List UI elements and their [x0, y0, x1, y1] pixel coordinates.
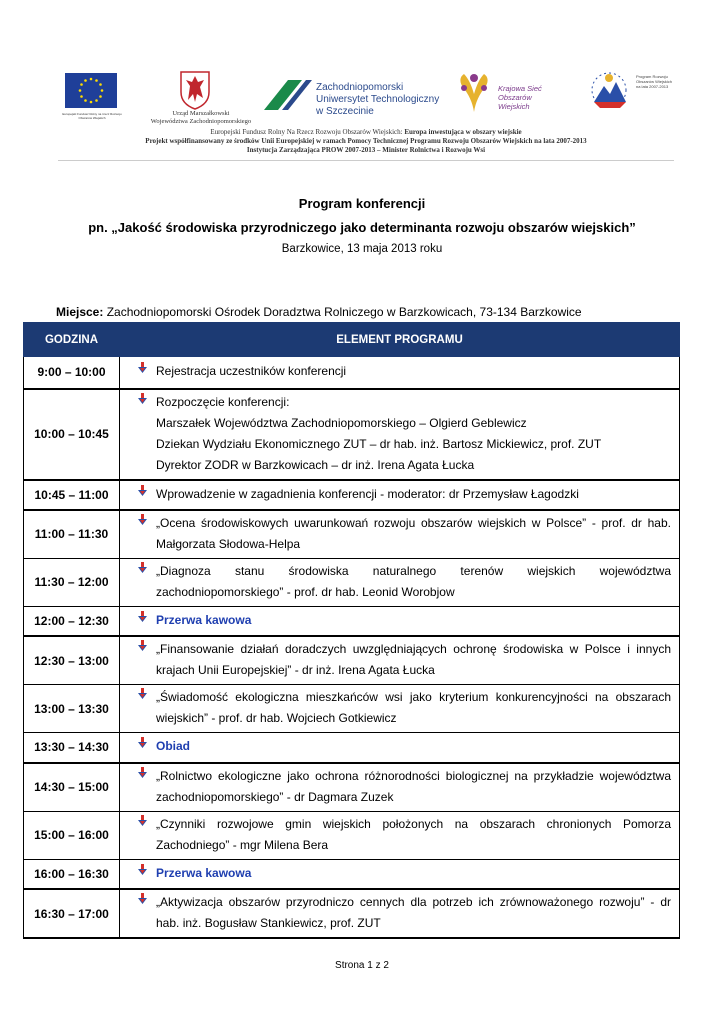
program-item	[120, 764, 679, 811]
program-line: Wprowadzenie w zagadnienia konferencji - moderator: dr Przemysław Łagodzki	[156, 486, 579, 501]
program-cell	[120, 811, 680, 859]
time-cell: 13:30 – 14:30	[24, 733, 120, 763]
time-cell: 10:00 – 10:45	[24, 389, 120, 480]
program-line: Rozpoczęcie konferencji:	[156, 394, 290, 409]
time-cell: 13:00 – 13:30	[24, 685, 120, 733]
arrow-bullet-icon	[137, 737, 148, 749]
time-cell: 11:00 – 11:30	[24, 510, 120, 559]
zut-logo-icon	[258, 76, 314, 116]
arrow-bullet-icon	[137, 640, 148, 652]
zut-text	[316, 82, 476, 118]
arrow-bullet-icon	[137, 864, 148, 876]
arrow-bullet-icon	[137, 815, 148, 827]
program-cell	[120, 357, 680, 389]
arrow-bullet-icon	[137, 688, 148, 700]
program-cell	[120, 510, 680, 559]
program-line: „Finansowanie działań doradczych uwzględniających ochronę środowiska w Polsce i innych krajach Unii Europejskiej” - dr inż. Irena Agata Łucka	[156, 642, 671, 677]
funding-line3: Instytucja Zarządzająca PROW 2007-2013 – Minister Rolnictwa i Rozwoju Wsi	[246, 146, 486, 154]
column-header-program: ELEMENT PROGRAMU	[120, 323, 680, 357]
ksow-text: Krajowa Sieć Obszarów Wiejskich	[498, 84, 542, 111]
eu-flag-logo	[65, 73, 117, 108]
program-table	[23, 322, 680, 939]
program-item	[120, 812, 679, 859]
program-line: „Ocena środowiskowych uwarunkowań rozwoju obszarów wiejskich w Polsce” - prof. dr hab. Małgorzata Słodowa-Helpa	[156, 515, 671, 551]
break-label: Przerwa kawowa	[156, 612, 252, 627]
table-row	[24, 763, 680, 812]
program-cell	[120, 889, 680, 938]
table-row	[24, 606, 680, 636]
eu-stars-icon	[65, 73, 117, 108]
table-row	[24, 685, 680, 733]
arrow-bullet-icon	[137, 767, 148, 779]
table-row	[24, 357, 680, 389]
program-item	[120, 734, 679, 760]
time-cell: 12:00 – 12:30	[24, 606, 120, 636]
time-cell: 10:45 – 11:00	[24, 480, 120, 510]
time-cell: 16:00 – 16:30	[24, 859, 120, 889]
time-cell: 9:00 – 10:00	[24, 357, 120, 389]
program-line: Marszałek Województwa Zachodniopomorskiego – Olgierd Geblewicz	[156, 415, 527, 430]
prow-logo-icon	[586, 68, 632, 112]
venue-label: Miejsce:	[56, 305, 104, 319]
program-cell	[120, 480, 680, 510]
table-row	[24, 811, 680, 859]
table-header-row	[24, 323, 680, 357]
program-item	[120, 861, 679, 887]
program-item	[120, 482, 679, 508]
table-row	[24, 480, 680, 510]
program-line: Rejestracja uczestników konferencji	[156, 364, 347, 379]
zut-line1: Zachodniopomorski	[316, 82, 404, 93]
eu-caption: Europejski Fundusz Rolny na rzecz Rozwoju Obszarów Wiejskich	[62, 112, 122, 120]
program-line: „Rolnictwo ekologiczne jako ochrona różnorodności biologicznej na przykładzie województwa zachodniopomorskiego” - dr Dagmara Zuzek	[156, 768, 671, 804]
prow-text: Program Rozwoju Obszarów Wiejskich na lata 2007-2013	[636, 74, 673, 89]
table-row	[24, 389, 680, 480]
arrow-bullet-icon	[137, 362, 148, 374]
program-line: Dyrektor ZODR w Barzkowicach – dr inż. Irena Agata Łucka	[156, 457, 475, 472]
program-cell	[120, 859, 680, 889]
arrow-bullet-icon	[137, 562, 148, 574]
program-cell	[120, 763, 680, 812]
funding-line1	[58, 128, 674, 137]
program-item	[120, 559, 679, 606]
table-row	[24, 733, 680, 763]
break-label: Obiad	[156, 739, 191, 754]
funding-line2: Projekt współfinansowany ze środków Unii Europejskiej w ramach Pomocy Technicznej Programu Rozwoju Obszarów Wiejskich na lata 2007-2013	[145, 137, 587, 145]
funding-line1-normal: Europejski Fundusz Rolny Na Rzecz Rozwoju Obszarów Wiejskich:	[210, 128, 405, 136]
program-item	[120, 637, 679, 684]
arrow-bullet-icon	[137, 485, 148, 497]
funding-line1-bold: Europa inwestująca w obszary wiejskie	[404, 128, 522, 136]
program-cell	[120, 733, 680, 763]
program-cell	[120, 558, 680, 606]
program-item	[120, 390, 679, 479]
program-item	[120, 359, 679, 385]
zut-line3: w Szczecinie	[316, 106, 374, 117]
time-cell: 12:30 – 13:00	[24, 636, 120, 685]
urzad-line1: Urząd Marszałkowski	[172, 110, 230, 117]
document-title: Program konferencji	[298, 196, 426, 211]
program-cell	[120, 389, 680, 480]
urzad-line2: Województwa Zachodniopomorskiego	[150, 118, 252, 125]
table-row	[24, 859, 680, 889]
header-divider	[58, 160, 674, 161]
program-item	[120, 890, 679, 937]
zut-line2: Uniwersytet Technologiczny	[316, 94, 440, 105]
program-cell	[120, 636, 680, 685]
griffin-crest-icon	[178, 70, 212, 110]
program-item	[120, 685, 679, 732]
time-cell: 14:30 – 15:00	[24, 763, 120, 812]
program-line: „Diagnoza stanu środowiska naturalnego terenów wiejskich województwa zachodniopomorskiego” - prof. dr hab. Leonid Worobjow	[156, 563, 671, 599]
arrow-bullet-icon	[137, 611, 148, 623]
program-cell	[120, 606, 680, 636]
header-logos	[58, 66, 674, 160]
program-cell	[120, 685, 680, 733]
funding-info	[58, 128, 674, 155]
arrow-bullet-icon	[137, 893, 148, 905]
program-body	[24, 357, 680, 939]
arrow-bullet-icon	[137, 514, 148, 526]
program-line: Dziekan Wydziału Ekonomicznego ZUT – dr hab. inż. Bartosz Mickiewicz, prof. ZUT	[156, 436, 602, 451]
urzad-text	[146, 110, 256, 126]
program-item	[120, 511, 679, 558]
venue-text: Zachodniopomorski Ośrodek Doradztwa Rolniczego w Barzkowicach, 73-134 Barzkowice	[103, 305, 582, 319]
table-row	[24, 558, 680, 606]
table-row	[24, 889, 680, 938]
page-number: Strona 1 z 2	[335, 960, 389, 971]
break-label: Przerwa kawowa	[156, 865, 252, 880]
time-cell: 11:30 – 12:00	[24, 558, 120, 606]
place-date: Barzkowice, 13 maja 2013 roku	[281, 243, 443, 255]
column-header-time: GODZINA	[24, 323, 120, 357]
time-cell: 15:00 – 16:00	[24, 811, 120, 859]
time-cell: 16:30 – 17:00	[24, 889, 120, 938]
program-line: „Aktywizacja obszarów przyrodniczo cennych dla potrzeb ich zrównoważonego rozwoju” - dr hab. inż. Bogusław Stankiewicz, prof. ZUT	[156, 895, 671, 930]
program-item	[120, 608, 679, 634]
table-row	[24, 636, 680, 685]
program-line: „Świadomość ekologiczna mieszkańców wsi jako kryterium konkurencyjności na obszarach wiejskich” - prof. dr hab. Wojciech Gotkiewicz	[156, 690, 671, 725]
program-line: „Czynniki rozwojowe gmin wiejskich położonych na obszarach chronionych Pomorza Zachodniego” - mgr Milena Bera	[156, 816, 671, 852]
conference-name: pn. „Jakość środowiska przyrodniczego jako determinanta rozwoju obszarów wiejskich”	[88, 220, 636, 235]
arrow-bullet-icon	[137, 393, 148, 405]
venue	[56, 305, 582, 319]
table-row	[24, 510, 680, 559]
ksow-logo-icon	[454, 68, 494, 114]
